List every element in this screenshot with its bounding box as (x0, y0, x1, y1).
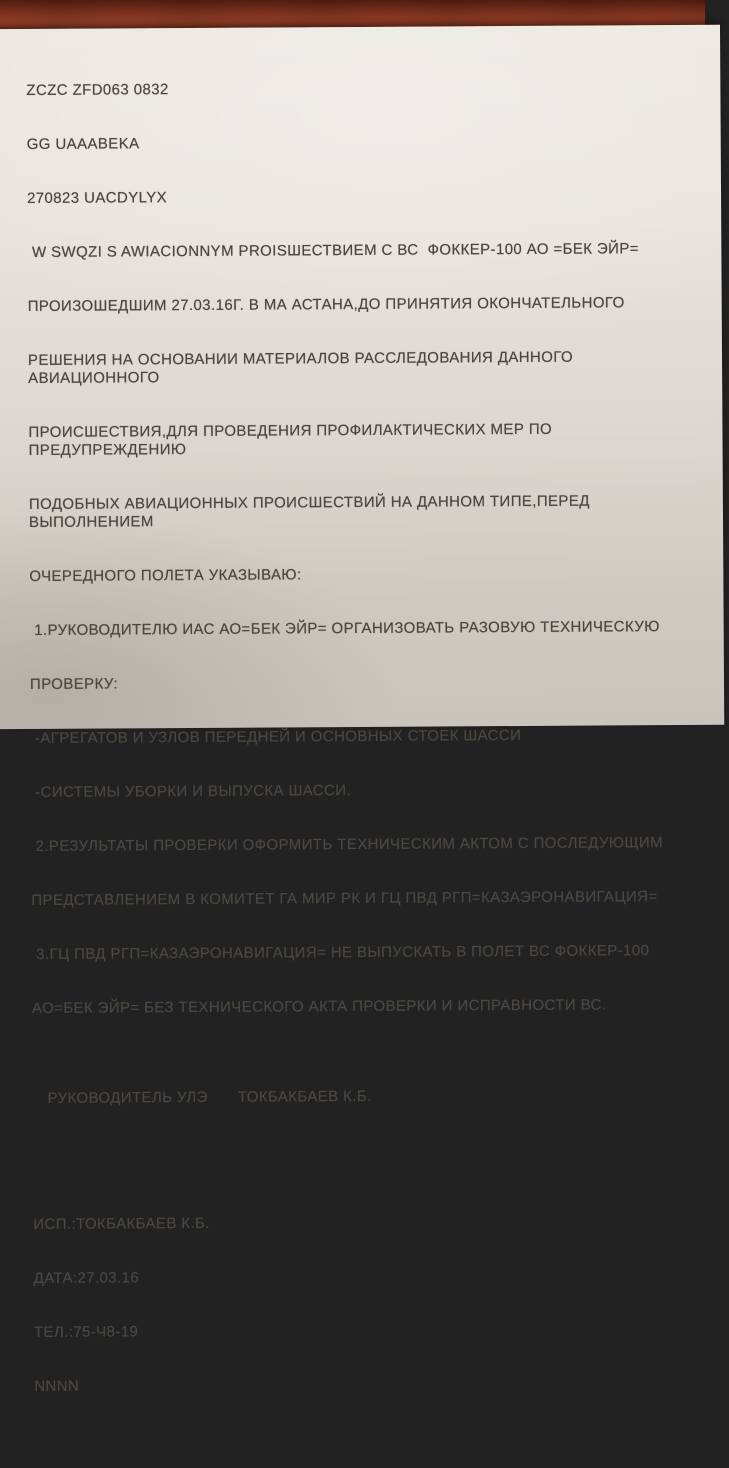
telegram-line: 2.РЕЗУЛЬТАТЫ ПРОВЕРКИ ОФОРМИТЬ ТЕХНИЧЕСКИМ АКТОМ С ПОСЛЕДУЮЩИМ (30, 834, 664, 855)
telegram-line: -СИСТЕМЫ УБОРКИ И ВЫПУСКА ШАССИ. (30, 782, 352, 801)
telegram-line: 1.РУКОВОДИТЕЛЮ ИАС АО=БЕК ЭЙР= ОРГАНИЗОВАТЬ РАЗОВУЮ ТЕХНИЧЕСКУЮ (29, 618, 660, 639)
telegram-line: ОЧЕРЕДНОГО ПОЛЕТА УКАЗЫВАЮ: (29, 566, 302, 585)
telegram-line: АО=БЕК ЭЙР= БЕЗ ТЕХНИЧЕСКОГО АКТА ПРОВЕРКИ И ИСПРАВНОСТИ ВС. (31, 996, 607, 1017)
footer-line: ТЕЛ.:75-Ч8-19 (33, 1323, 139, 1341)
telegram-line: ZCZC ZFD063 0832 (26, 81, 169, 99)
telegram-line: -АГРЕГАТОВ И УЗЛОВ ПЕРЕДНЕЙ И ОСНОВНЫХ СТОЕК ШАССИ (30, 726, 522, 747)
telegram-line: 3.ГЦ ПВД РГП=КАЗАЭРОНАВИГАЦИЯ= НЕ ВЫПУСКАТЬ В ПОЛЕТ ВС ФОККЕР-100 (31, 942, 650, 963)
telegram-line: ПРОИЗОШЕДШИМ 27.03.16Г. В МА АСТАНА,ДО ПРИНЯТИЯ ОКОНЧАТЕЛЬНОГО (27, 294, 625, 315)
signature-row (32, 1086, 708, 1108)
telegram-text (26, 42, 711, 1468)
footer-line: ИСП.:ТОКБАКБАЕВ К.Б. (33, 1214, 210, 1233)
telegram-line: 270823 UACDYLYX (26, 189, 168, 207)
telegram-line: ПРОИСШЕСТВИЯ,ДЛЯ ПРОВЕДЕНИЯ ПРОФИЛАКТИЧЕСКИХ МЕР ПО ПРЕДУПРЕЖДЕНИЮ (28, 420, 557, 459)
telegram-line: GG UAAABEKA (26, 135, 140, 153)
telegram-line: ПРОВЕРКУ: (29, 675, 119, 693)
footer-line: NNNN (34, 1377, 80, 1395)
telegram-line: ПОДОБНЫХ АВИАЦИОННЫХ ПРОИСШЕСТВИЙ НА ДАННОМ ТИПЕ,ПЕРЕД ВЫПОЛНЕНИЕМ (28, 492, 595, 531)
footer-block (33, 1176, 711, 1432)
telegram-line: W SWQZI S AWIACIONNYM PROISШЕСТВИЕМ С ВС ФОККЕР-100 АО =БЕК ЭЙР= (27, 240, 639, 261)
paper-sheet (0, 25, 724, 1395)
telegram-line: ПРЕДСТАВЛЕНИЕМ В КОМИТЕТ ГА МИР РК И ГЦ ПВД РГП=КАЗАЭРОНАВИГАЦИЯ= (31, 888, 658, 909)
signature-name: ТОКБАКБАЕВ К.Б. (237, 1087, 372, 1106)
telegram-line: РЕШЕНИЯ НА ОСНОВАНИИ МАТЕРИАЛОВ РАССЛЕДОВАНИЯ ДАННОГО АВИАЦИОННОГО (27, 348, 578, 387)
signature-title: РУКОВОДИТЕЛЬ УЛЭ (47, 1088, 208, 1107)
footer-line: ДАТА:27.03.16 (33, 1269, 140, 1287)
